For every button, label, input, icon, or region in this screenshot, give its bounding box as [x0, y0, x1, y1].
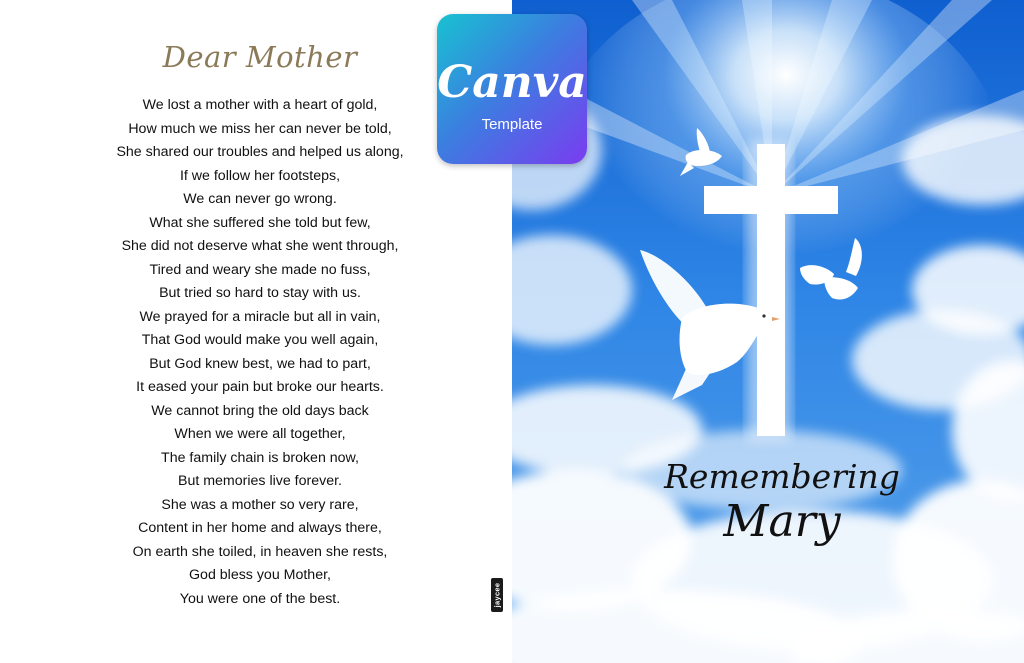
poem-line: What she suffered she told but few,: [149, 214, 371, 231]
canva-template-badge[interactable]: [437, 14, 587, 164]
poem-line: Content in her home and always there,: [138, 520, 382, 536]
jaycee-watermark-text: jaycee: [492, 582, 502, 608]
poem-line: We can never go wrong.: [183, 191, 337, 207]
poem-line: The family chain is broken now,: [161, 449, 359, 466]
poem-line: But God knew best, we had to part,: [149, 355, 371, 372]
jaycee-watermark: [491, 578, 503, 612]
poem-line: We prayed for a miracle but all in vain,: [139, 308, 381, 325]
poem-title: Dear Mother: [162, 40, 358, 74]
poem-line: She shared our troubles and helped us along,: [116, 144, 404, 160]
poem-body: [0, 94, 520, 611]
sky-background: [512, 0, 1024, 663]
cover-title: [662, 455, 902, 549]
poem-line: But memories live forever.: [177, 473, 342, 489]
cover-title-remembering: Remembering: [664, 457, 900, 496]
poem-line: But tried so hard to stay with us.: [159, 285, 361, 301]
poem-line: When we were all together,: [174, 426, 346, 442]
poem-line: God bless you Mother,: [189, 567, 331, 583]
poem-line: We cannot bring the old days back: [151, 402, 369, 419]
poem-line: You were one of the best.: [179, 590, 341, 607]
poem-line: She did not deserve what she went through,: [121, 238, 399, 254]
poem-line: How much we miss her can never be told,: [128, 120, 392, 137]
poem-line: On earth she toiled, in heaven she rests,: [132, 543, 388, 560]
poem-line: That God would make you well again,: [141, 332, 379, 348]
poem-line: It eased your pain but broke our hearts.: [136, 379, 384, 395]
poem-line: We lost a mother with a heart of gold,: [142, 97, 378, 113]
cover-title-name: Mary: [723, 496, 841, 547]
canva-template-label: Template: [481, 116, 543, 133]
poem-line: She was a mother so very rare,: [161, 496, 359, 513]
canva-logo-text: Canva: [437, 57, 587, 108]
cover-page: [512, 0, 1024, 663]
poem-line: If we follow her footsteps,: [179, 167, 341, 184]
poem-line: Tired and weary she made no fuss,: [149, 261, 371, 278]
